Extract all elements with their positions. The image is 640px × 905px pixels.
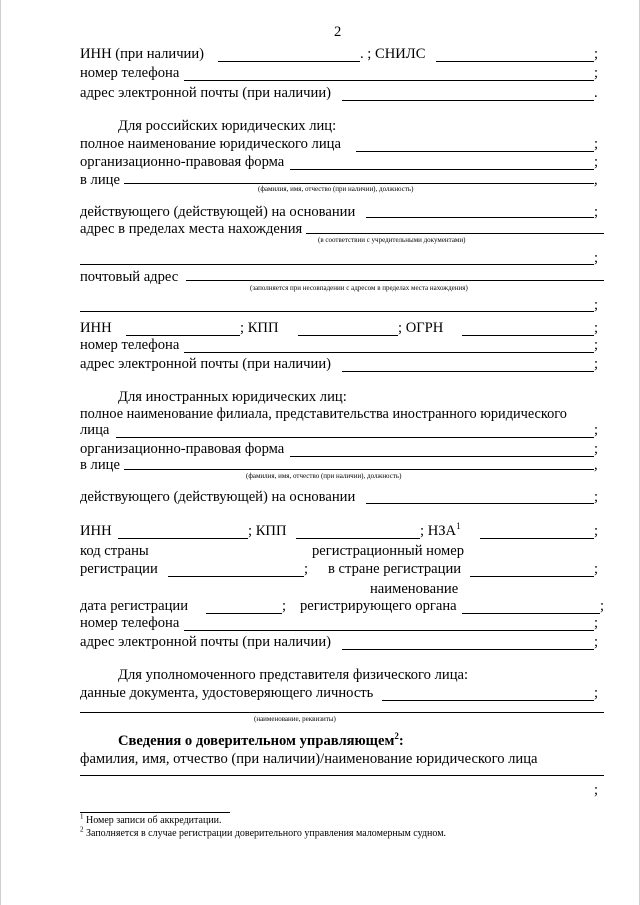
foreign-org-form-label: организационно-правовая форма bbox=[80, 441, 285, 457]
foreign-reg-number-field[interactable] bbox=[470, 576, 594, 577]
footnote-2-text: Заполняется в случае регистрации доверительного управления маломерным судном. bbox=[86, 828, 447, 839]
semicolon: ; bbox=[594, 204, 599, 220]
individual-snils-field[interactable] bbox=[436, 61, 594, 62]
russian-inn-label: ИНН bbox=[80, 320, 112, 336]
individual-phone-field[interactable] bbox=[184, 80, 594, 81]
footnote-1-num: 1 bbox=[80, 812, 84, 821]
semicolon: ; bbox=[594, 615, 599, 631]
trustee-heading-colon: : bbox=[398, 733, 404, 749]
footnote-2 bbox=[80, 825, 447, 840]
foreign-phone-label: номер телефона bbox=[80, 615, 180, 631]
foreign-email-field[interactable] bbox=[342, 649, 594, 650]
russian-ogrn-field[interactable] bbox=[462, 335, 594, 336]
foreign-reg-authority-field[interactable] bbox=[462, 613, 600, 614]
russian-address-label: адрес в пределах места нахождения bbox=[80, 221, 303, 237]
russian-full-name-label: полное наименование юридического лица bbox=[80, 136, 341, 152]
semicolon: ; bbox=[594, 136, 599, 152]
foreign-full-name-label-2: лица bbox=[80, 422, 110, 438]
individual-snils-label: . ; СНИЛС bbox=[360, 46, 426, 62]
foreign-reg-number-label: регистрационный номер bbox=[312, 543, 465, 559]
russian-in-person-hint: (фамилия, имя, отчество (при наличии), должность) bbox=[258, 185, 414, 193]
foreign-reg-date-field[interactable] bbox=[206, 613, 282, 614]
semicolon: ; bbox=[594, 297, 599, 313]
russian-postal-label: почтовый адрес bbox=[80, 269, 179, 285]
foreign-nza-label bbox=[420, 522, 461, 540]
semicolon: ; bbox=[594, 356, 599, 372]
period: . bbox=[594, 85, 598, 101]
representative-document-field-2[interactable] bbox=[80, 712, 604, 713]
individual-email-label: адрес электронной почты (при наличии) bbox=[80, 85, 332, 101]
foreign-kpp-label: ; КПП bbox=[248, 523, 287, 539]
foreign-country-code-field[interactable] bbox=[168, 576, 304, 577]
foreign-acting-field[interactable] bbox=[366, 503, 594, 504]
comma: , bbox=[594, 457, 598, 473]
semicolon: ; bbox=[594, 320, 599, 336]
russian-address-field[interactable] bbox=[306, 233, 604, 234]
foreign-inn-label: ИНН bbox=[80, 523, 112, 539]
semicolon: ; bbox=[594, 422, 599, 438]
russian-heading: Для российских юридических лиц: bbox=[118, 118, 337, 134]
russian-full-name-field[interactable] bbox=[356, 151, 594, 152]
foreign-kpp-field[interactable] bbox=[296, 538, 420, 539]
foreign-nza-text: ; НЗА bbox=[420, 523, 457, 539]
semicolon: ; bbox=[594, 782, 599, 798]
russian-kpp-field[interactable] bbox=[298, 335, 398, 336]
foreign-naming-label: наименование bbox=[370, 581, 459, 597]
semicolon: ; bbox=[594, 685, 599, 701]
foreign-registration-label: регистрации bbox=[80, 561, 158, 577]
footnote-ref-2: 2 bbox=[394, 731, 399, 742]
semicolon: ; bbox=[594, 250, 599, 266]
foreign-org-form-field[interactable] bbox=[290, 456, 594, 457]
semicolon: ; bbox=[594, 561, 599, 577]
semicolon: ; bbox=[282, 598, 287, 614]
page-number: 2 bbox=[334, 24, 342, 40]
russian-in-person-label: в лице bbox=[80, 172, 120, 188]
russian-org-form-field[interactable] bbox=[290, 169, 594, 170]
russian-postal-hint: (заполняется при несовпадении с адресом в пределах места нахождения) bbox=[250, 284, 468, 292]
semicolon: ; bbox=[594, 441, 599, 457]
russian-kpp-label: ; КПП bbox=[240, 320, 279, 336]
semicolon: ; bbox=[594, 154, 599, 170]
individual-inn-field[interactable] bbox=[218, 61, 360, 62]
trustee-heading bbox=[118, 732, 404, 750]
foreign-in-reg-country-label: в стране регистрации bbox=[328, 561, 462, 577]
semicolon: ; bbox=[304, 561, 309, 577]
semicolon: ; bbox=[594, 46, 599, 62]
foreign-phone-field[interactable] bbox=[184, 630, 594, 631]
russian-address-hint: (в соответствии с учредительными документами) bbox=[318, 236, 466, 244]
footnote-1-text: Номер записи об аккредитации. bbox=[86, 815, 222, 826]
semicolon: ; bbox=[594, 337, 599, 353]
foreign-heading: Для иностранных юридических лиц: bbox=[118, 389, 347, 405]
russian-address-field-2[interactable] bbox=[80, 264, 594, 265]
foreign-reg-authority-label: регистрирующего органа bbox=[300, 598, 457, 614]
russian-acting-label: действующего (действующей) на основании bbox=[80, 204, 356, 220]
individual-email-field[interactable] bbox=[342, 100, 594, 101]
russian-postal-field-2[interactable] bbox=[80, 311, 594, 312]
representative-document-hint: (наименование, реквизиты) bbox=[254, 715, 336, 723]
representative-document-field[interactable] bbox=[382, 700, 594, 701]
representative-document-label: данные документа, удостоверяющего личность bbox=[80, 685, 374, 701]
semicolon: ; bbox=[600, 598, 605, 614]
foreign-in-person-hint: (фамилия, имя, отчество (при наличии), должность) bbox=[246, 472, 402, 480]
foreign-full-name-field[interactable] bbox=[116, 437, 594, 438]
footnote-2-num: 2 bbox=[80, 825, 84, 834]
foreign-full-name-label: полное наименование филиала, представительства иностранного юридического bbox=[80, 406, 567, 422]
individual-inn-label: ИНН (при наличии) bbox=[80, 46, 205, 62]
representative-heading: Для уполномоченного представителя физического лица: bbox=[118, 667, 469, 683]
foreign-in-person-field[interactable] bbox=[124, 469, 594, 470]
foreign-in-person-label: в лице bbox=[80, 457, 120, 473]
russian-email-label: адрес электронной почты (при наличии) bbox=[80, 356, 332, 372]
russian-in-person-field[interactable] bbox=[124, 183, 594, 184]
footnote-separator bbox=[80, 812, 230, 813]
semicolon: ; bbox=[594, 65, 599, 81]
russian-phone-field[interactable] bbox=[184, 352, 594, 353]
russian-postal-field[interactable] bbox=[186, 280, 604, 281]
comma: , bbox=[594, 172, 598, 188]
russian-email-field[interactable] bbox=[342, 371, 594, 372]
foreign-reg-date-label: дата регистрации bbox=[80, 598, 189, 614]
semicolon: ; bbox=[594, 489, 599, 505]
russian-ogrn-label: ; ОГРН bbox=[398, 320, 444, 336]
russian-acting-field[interactable] bbox=[366, 217, 594, 218]
foreign-country-code-label: код страны bbox=[80, 543, 149, 559]
foreign-nza-field[interactable] bbox=[480, 538, 594, 539]
semicolon: ; bbox=[594, 634, 599, 650]
trustee-name-field[interactable] bbox=[80, 775, 604, 776]
russian-org-form-label: организационно-правовая форма bbox=[80, 154, 285, 170]
foreign-acting-label: действующего (действующей) на основании bbox=[80, 489, 356, 505]
foreign-inn-field[interactable] bbox=[118, 538, 248, 539]
footnote-ref-1: 1 bbox=[456, 521, 461, 532]
foreign-email-label: адрес электронной почты (при наличии) bbox=[80, 634, 332, 650]
individual-phone-label: номер телефона bbox=[80, 65, 180, 81]
footnote-1 bbox=[80, 812, 222, 827]
trustee-heading-text: Сведения о доверительном управляющем bbox=[118, 733, 395, 749]
trustee-name-label: фамилия, имя, отчество (при наличии)/наименование юридического лица bbox=[80, 751, 538, 767]
semicolon: ; bbox=[594, 523, 599, 539]
russian-phone-label: номер телефона bbox=[80, 337, 180, 353]
